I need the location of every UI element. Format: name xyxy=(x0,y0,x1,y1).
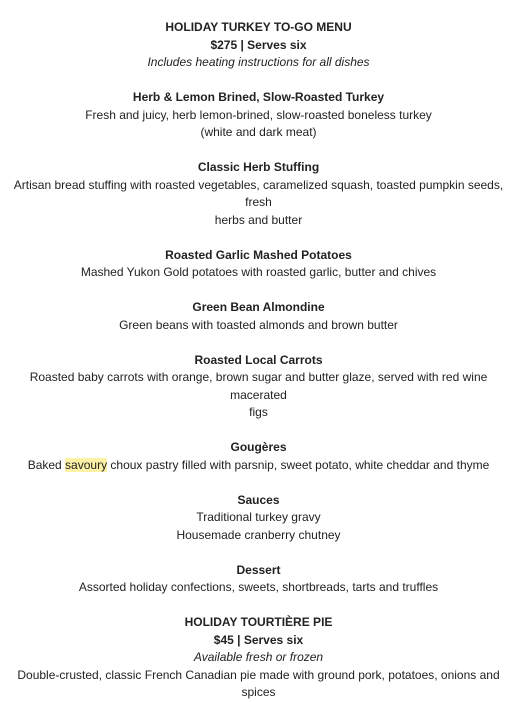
highlighted-word: savoury xyxy=(65,457,108,472)
pie-title: HOLIDAY TOURTIÈRE PIE xyxy=(184,615,333,629)
item-desc-sauces-1: Traditional turkey gravy xyxy=(196,510,321,524)
item-desc-carrots-2: figs xyxy=(249,405,268,419)
item-title-turkey: Herb & Lemon Brined, Slow-Roasted Turkey xyxy=(132,90,385,104)
desc-text-before: Baked xyxy=(27,457,66,472)
pie-desc-2: spices xyxy=(241,685,276,699)
pie-price: $45 | Serves six xyxy=(213,632,304,647)
pie-note: Available fresh or frozen xyxy=(193,650,324,664)
item-desc-potatoes: Mashed Yukon Gold potatoes with roasted garlic, butter and chives xyxy=(80,265,437,279)
item-title-gougeres: Gougères xyxy=(230,440,287,454)
item-desc-turkey-2: (white and dark meat) xyxy=(200,125,317,139)
desc-text-after: choux pastry filled with parsnip, sweet potato, white cheddar and thyme xyxy=(107,457,490,472)
item-title-carrots: Roasted Local Carrots xyxy=(194,352,323,367)
item-title-potatoes: Roasted Garlic Mashed Potatoes xyxy=(165,247,352,262)
item-desc-dessert: Assorted holiday confections, sweets, shortbreads, tarts and truffles xyxy=(78,580,439,594)
pie-desc-1: Double-crusted, classic French Canadian pie made with ground pork, potatoes, onions and xyxy=(17,667,500,682)
item-title-dessert: Dessert xyxy=(236,562,281,577)
menu-title: HOLIDAY TURKEY TO-GO MENU xyxy=(165,20,352,34)
item-desc-gougeres xyxy=(0,457,517,475)
item-desc-carrots-1: Roasted baby carrots with orange, brown sugar and butter glaze, served with red wine macerated xyxy=(29,370,488,402)
item-desc-stuffing-1: Artisan bread stuffing with roasted vegetables, caramelized squash, toasted pumpkin seeds, fresh xyxy=(13,177,504,209)
item-desc-turkey-1: Fresh and juicy, herb lemon-brined, slow-roasted boneless turkey xyxy=(85,107,432,122)
item-desc-stuffing-2: herbs and butter xyxy=(214,212,303,227)
item-title-green-beans: Green Bean Almondine xyxy=(192,300,325,314)
item-title-stuffing: Classic Herb Stuffing xyxy=(197,160,320,174)
menu-note: Includes heating instructions for all dishes xyxy=(147,55,370,69)
item-desc-green-beans: Green beans with toasted almonds and brown butter xyxy=(119,317,398,332)
item-desc-sauces-2: Housemade cranberry chutney xyxy=(176,527,341,542)
menu-price: $275 | Serves six xyxy=(210,37,307,52)
item-title-sauces: Sauces xyxy=(237,492,280,507)
